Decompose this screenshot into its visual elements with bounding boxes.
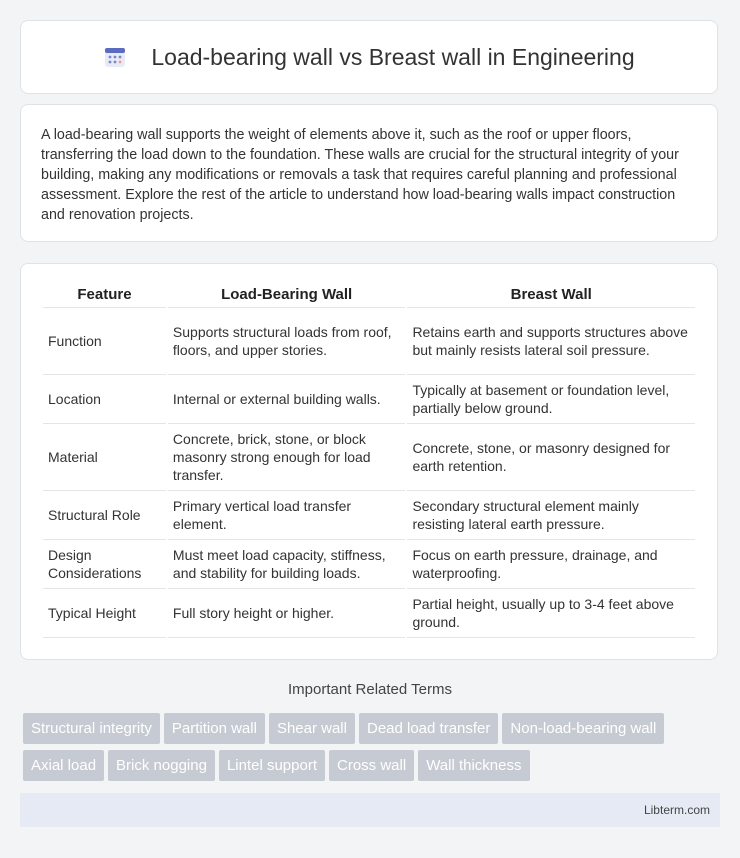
row-breast: Retains earth and supports structures above but mainly resists lateral soil pressure. (407, 308, 695, 375)
table-row (43, 540, 695, 589)
related-terms-list (23, 713, 723, 787)
footer-brand[interactable]: Libterm.com (643, 803, 710, 817)
row-breast: Concrete, stone, or masonry designed for earth retention. (407, 424, 695, 491)
term-tag[interactable]: Brick nogging (108, 750, 215, 781)
table-row (43, 308, 695, 375)
row-feature: Design Considerations (43, 540, 166, 589)
title-card (20, 20, 718, 94)
related-terms-heading: Important Related Terms (288, 681, 452, 698)
header-breast-wall: Breast Wall (407, 282, 695, 308)
term-tag[interactable]: Cross wall (329, 750, 414, 781)
term-tag[interactable]: Axial load (23, 750, 104, 781)
header-feature: Feature (43, 282, 166, 308)
table-row (43, 589, 695, 638)
row-feature: Material (43, 424, 166, 491)
term-tag[interactable]: Dead load transfer (359, 713, 498, 744)
row-load-bearing: Primary vertical load transfer element. (168, 491, 406, 540)
row-breast: Partial height, usually up to 3-4 feet above ground. (407, 589, 695, 638)
row-load-bearing: Internal or external building walls. (168, 375, 406, 424)
intro-paragraph: A load-bearing wall supports the weight of elements above it, such as the roof or upper floors, transferring the load down to the foundation. These walls are crucial for the structural integrity of your building, making any modifications or removals a task that requires careful planning and professional assessment. Explore the rest of the article to understand how load-bearing walls impact construction and renovation projects. (41, 127, 679, 223)
term-tag[interactable]: Wall thickness (418, 750, 529, 781)
table-row (43, 424, 695, 491)
page-title: Load-bearing wall vs Breast wall in Engineering (151, 43, 635, 70)
calendar-grid-icon (103, 45, 127, 69)
table-row (43, 375, 695, 424)
row-feature: Function (43, 308, 166, 375)
intro-card (20, 104, 718, 242)
footer (20, 793, 720, 827)
term-tag[interactable]: Lintel support (219, 750, 325, 781)
row-load-bearing: Must meet load capacity, stiffness, and stability for building loads. (168, 540, 406, 589)
row-load-bearing: Supports structural loads from roof, floors, and upper stories. (168, 308, 406, 375)
term-tag[interactable]: Non-load-bearing wall (502, 713, 664, 744)
row-breast: Focus on earth pressure, drainage, and waterproofing. (407, 540, 695, 589)
row-feature: Structural Role (43, 491, 166, 540)
row-feature: Location (43, 375, 166, 424)
comparison-table (41, 282, 697, 638)
header-load-bearing-wall: Load-Bearing Wall (168, 282, 406, 308)
table-header-row (43, 282, 695, 308)
row-feature: Typical Height (43, 589, 166, 638)
term-tag[interactable]: Structural integrity (23, 713, 160, 744)
comparison-card (20, 263, 718, 660)
term-tag[interactable]: Partition wall (164, 713, 265, 744)
table-row (43, 491, 695, 540)
row-breast: Typically at basement or foundation level, partially below ground. (407, 375, 695, 424)
row-load-bearing: Concrete, brick, stone, or block masonry strong enough for load transfer. (168, 424, 406, 491)
row-load-bearing: Full story height or higher. (168, 589, 406, 638)
term-tag[interactable]: Shear wall (269, 713, 355, 744)
row-breast: Secondary structural element mainly resisting lateral earth pressure. (407, 491, 695, 540)
